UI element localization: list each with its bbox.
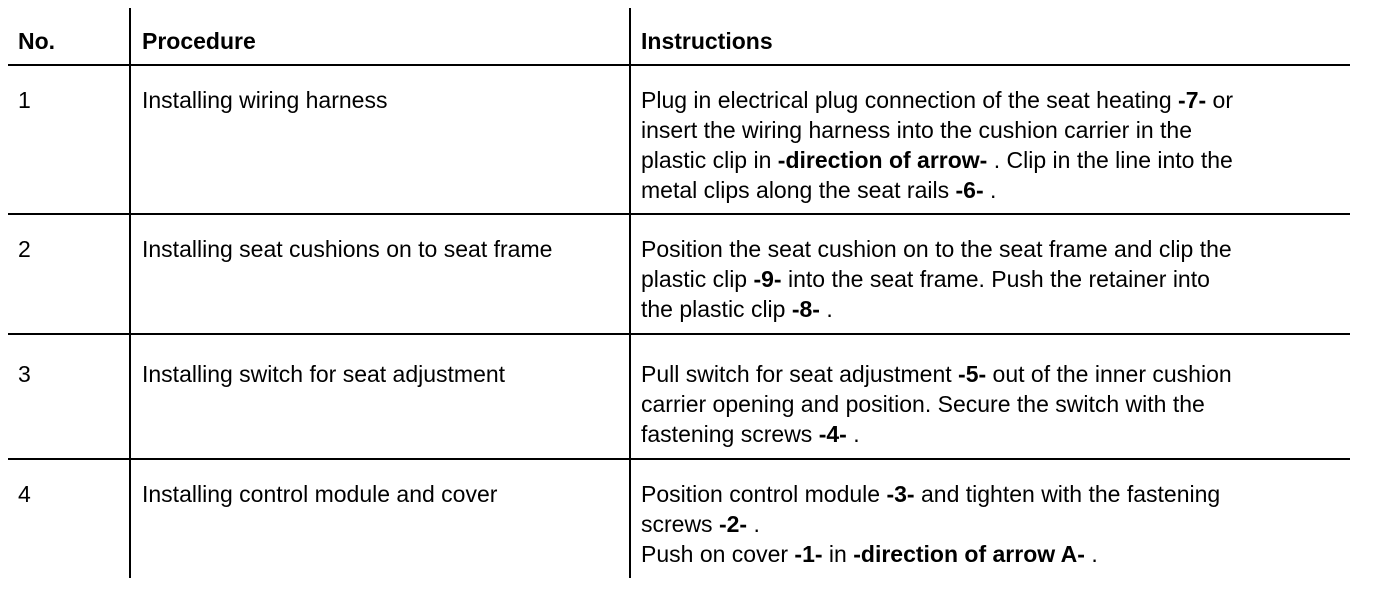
column-divider-procedure bbox=[129, 8, 131, 578]
row-number: 2 bbox=[18, 236, 31, 262]
row-procedure: Installing control module and cover bbox=[142, 481, 498, 507]
instruction-line: Plug in electrical plug connection of the seat heating -7- or bbox=[641, 87, 1233, 113]
item-reference: -7- bbox=[1178, 87, 1207, 113]
instruction-line: carrier opening and position. Secure the switch with the bbox=[641, 391, 1205, 417]
instruction-line: the plastic clip -8- . bbox=[641, 296, 833, 322]
header-instructions: Instructions bbox=[641, 28, 773, 54]
item-reference: -6- bbox=[955, 177, 984, 203]
column-divider-instructions bbox=[629, 8, 631, 578]
row-number: 1 bbox=[18, 87, 31, 113]
item-reference: -5- bbox=[958, 361, 987, 387]
row-instructions bbox=[641, 359, 1341, 449]
row-number: 3 bbox=[18, 361, 31, 387]
row-procedure: Installing switch for seat adjustment bbox=[142, 361, 506, 387]
row-procedure: Installing wiring harness bbox=[142, 87, 388, 113]
row-instructions bbox=[641, 234, 1341, 324]
header-divider bbox=[8, 64, 1350, 66]
item-reference: -4- bbox=[818, 421, 847, 447]
row-instructions bbox=[641, 85, 1341, 205]
instruction-line: plastic clip in -direction of arrow- . Clip in the line into the bbox=[641, 147, 1233, 173]
row-instructions bbox=[641, 479, 1341, 569]
row-procedure: Installing seat cushions on to seat frame bbox=[142, 236, 553, 262]
instruction-line: Position the seat cushion on to the seat frame and clip the bbox=[641, 236, 1232, 262]
item-reference: -9- bbox=[753, 266, 782, 292]
instruction-line: Pull switch for seat adjustment -5- out of the inner cushion bbox=[641, 361, 1232, 387]
instruction-line: screws -2- . bbox=[641, 511, 760, 537]
instruction-line: metal clips along the seat rails -6- . bbox=[641, 177, 997, 203]
instruction-line: fastening screws -4- . bbox=[641, 421, 860, 447]
header-no: No. bbox=[18, 28, 56, 54]
instruction-line: plastic clip -9- into the seat frame. Push the retainer into bbox=[641, 266, 1210, 292]
item-reference: -direction of arrow A- bbox=[853, 541, 1085, 567]
item-reference: -direction of arrow- bbox=[777, 147, 988, 173]
row-divider bbox=[8, 213, 1350, 215]
instruction-line: Push on cover -1- in -direction of arrow A- . bbox=[641, 541, 1098, 567]
row-number: 4 bbox=[18, 481, 31, 507]
item-reference: -3- bbox=[886, 481, 915, 507]
item-reference: -1- bbox=[794, 541, 823, 567]
item-reference: -2- bbox=[718, 511, 748, 537]
instruction-line: Position control module -3- and tighten with the fastening bbox=[641, 481, 1221, 507]
item-reference: -8- bbox=[791, 296, 820, 322]
header-procedure: Procedure bbox=[142, 28, 256, 54]
row-divider bbox=[8, 458, 1350, 460]
instruction-line: insert the wiring harness into the cushion carrier in the bbox=[641, 117, 1193, 143]
row-divider bbox=[8, 333, 1350, 335]
